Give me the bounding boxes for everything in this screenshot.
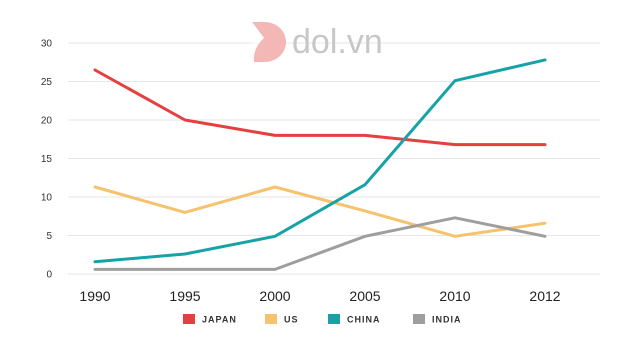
y-tick-label: 0 — [46, 269, 52, 281]
x-tick-label: 2000 — [259, 288, 291, 304]
legend-item-japan — [183, 314, 237, 325]
legend-label: INDIA — [432, 314, 462, 325]
x-tick-label: 1995 — [169, 288, 201, 304]
x-tick-label: 2010 — [439, 288, 471, 304]
y-axis-tick-labels — [41, 39, 53, 281]
y-tick-label: 15 — [40, 154, 52, 165]
legend-label: US — [284, 314, 299, 325]
watermark-logo — [252, 22, 383, 62]
legend-item-china — [328, 314, 381, 325]
y-tick-label: 5 — [46, 231, 52, 242]
x-axis-tick-labels — [79, 288, 560, 304]
legend-swatch — [183, 314, 195, 324]
y-tick-label: 25 — [40, 77, 52, 88]
x-tick-label: 1990 — [79, 288, 111, 304]
x-tick-label: 2005 — [349, 288, 381, 304]
dol-logo-icon — [252, 22, 286, 62]
legend-label: JAPAN — [202, 314, 237, 325]
y-tick-label: 20 — [40, 115, 52, 127]
legend-swatch — [265, 314, 277, 324]
legend-swatch — [328, 314, 340, 324]
legend-swatch — [413, 314, 425, 324]
x-tick-label: 2012 — [529, 288, 561, 304]
legend-item-india — [413, 314, 462, 325]
watermark-text: dol.vn — [292, 23, 383, 61]
legend — [183, 314, 462, 325]
series-lines — [95, 60, 545, 270]
y-tick-label: 30 — [40, 38, 52, 50]
legend-item-us — [265, 314, 299, 325]
series-line-india — [95, 218, 545, 270]
series-line-china — [95, 60, 545, 262]
legend-label: CHINA — [347, 314, 381, 325]
y-tick-label: 10 — [40, 192, 52, 204]
grid-lines — [68, 43, 600, 274]
